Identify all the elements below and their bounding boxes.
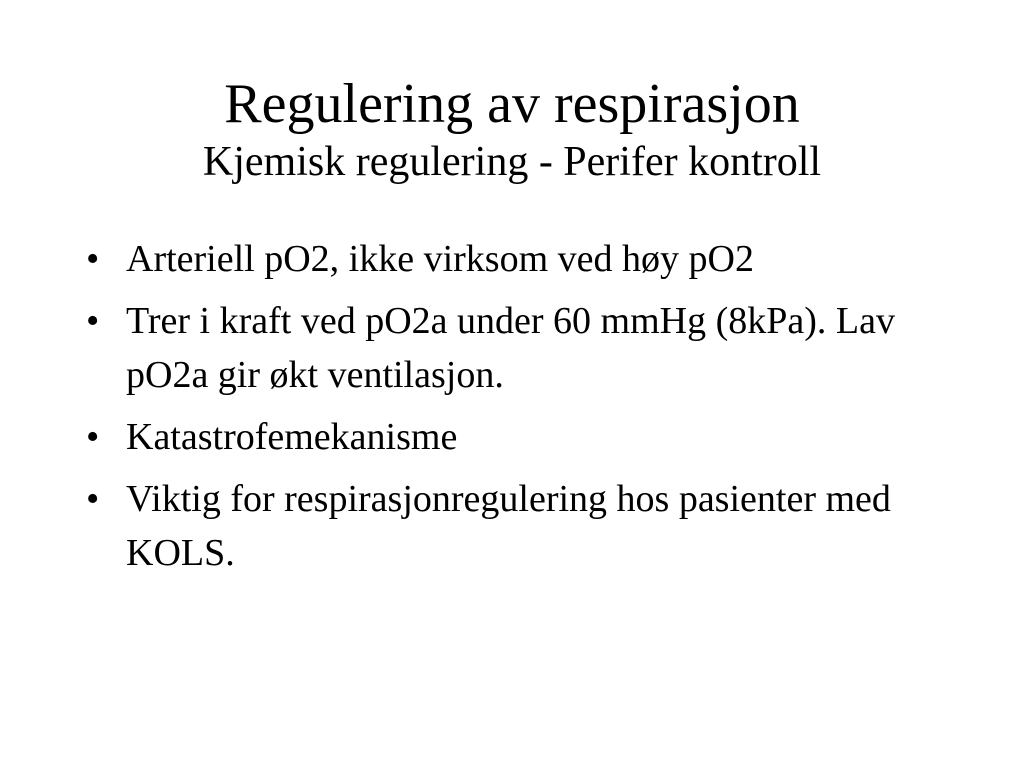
slide-subtitle: Kjemisk regulering - Perifer kontroll	[202, 139, 822, 185]
bullet-item	[86, 410, 946, 464]
bullet-text: Arteriell pO2, ikke virksom ved høy pO2	[126, 238, 754, 280]
bullet-item	[86, 472, 946, 580]
bullet-text: Katastrofemekanisme	[126, 416, 458, 458]
bullet-icon: •	[86, 478, 100, 520]
title-block	[0, 72, 1024, 188]
bullet-item	[86, 232, 946, 286]
bullet-icon: •	[86, 416, 100, 458]
bullet-icon: •	[86, 238, 100, 280]
slide-title: Regulering av respirasjon	[224, 73, 800, 135]
bullet-text: Viktig for respirasjonregulering hos pasienter med KOLS.	[126, 478, 891, 574]
bullet-text: Trer i kraft ved pO2a under 60 mmHg (8kPa). Lav pO2a gir økt ventilasjon.	[126, 300, 895, 396]
bullet-icon: •	[86, 300, 100, 342]
bullet-list	[86, 232, 946, 588]
bullet-item	[86, 294, 946, 402]
